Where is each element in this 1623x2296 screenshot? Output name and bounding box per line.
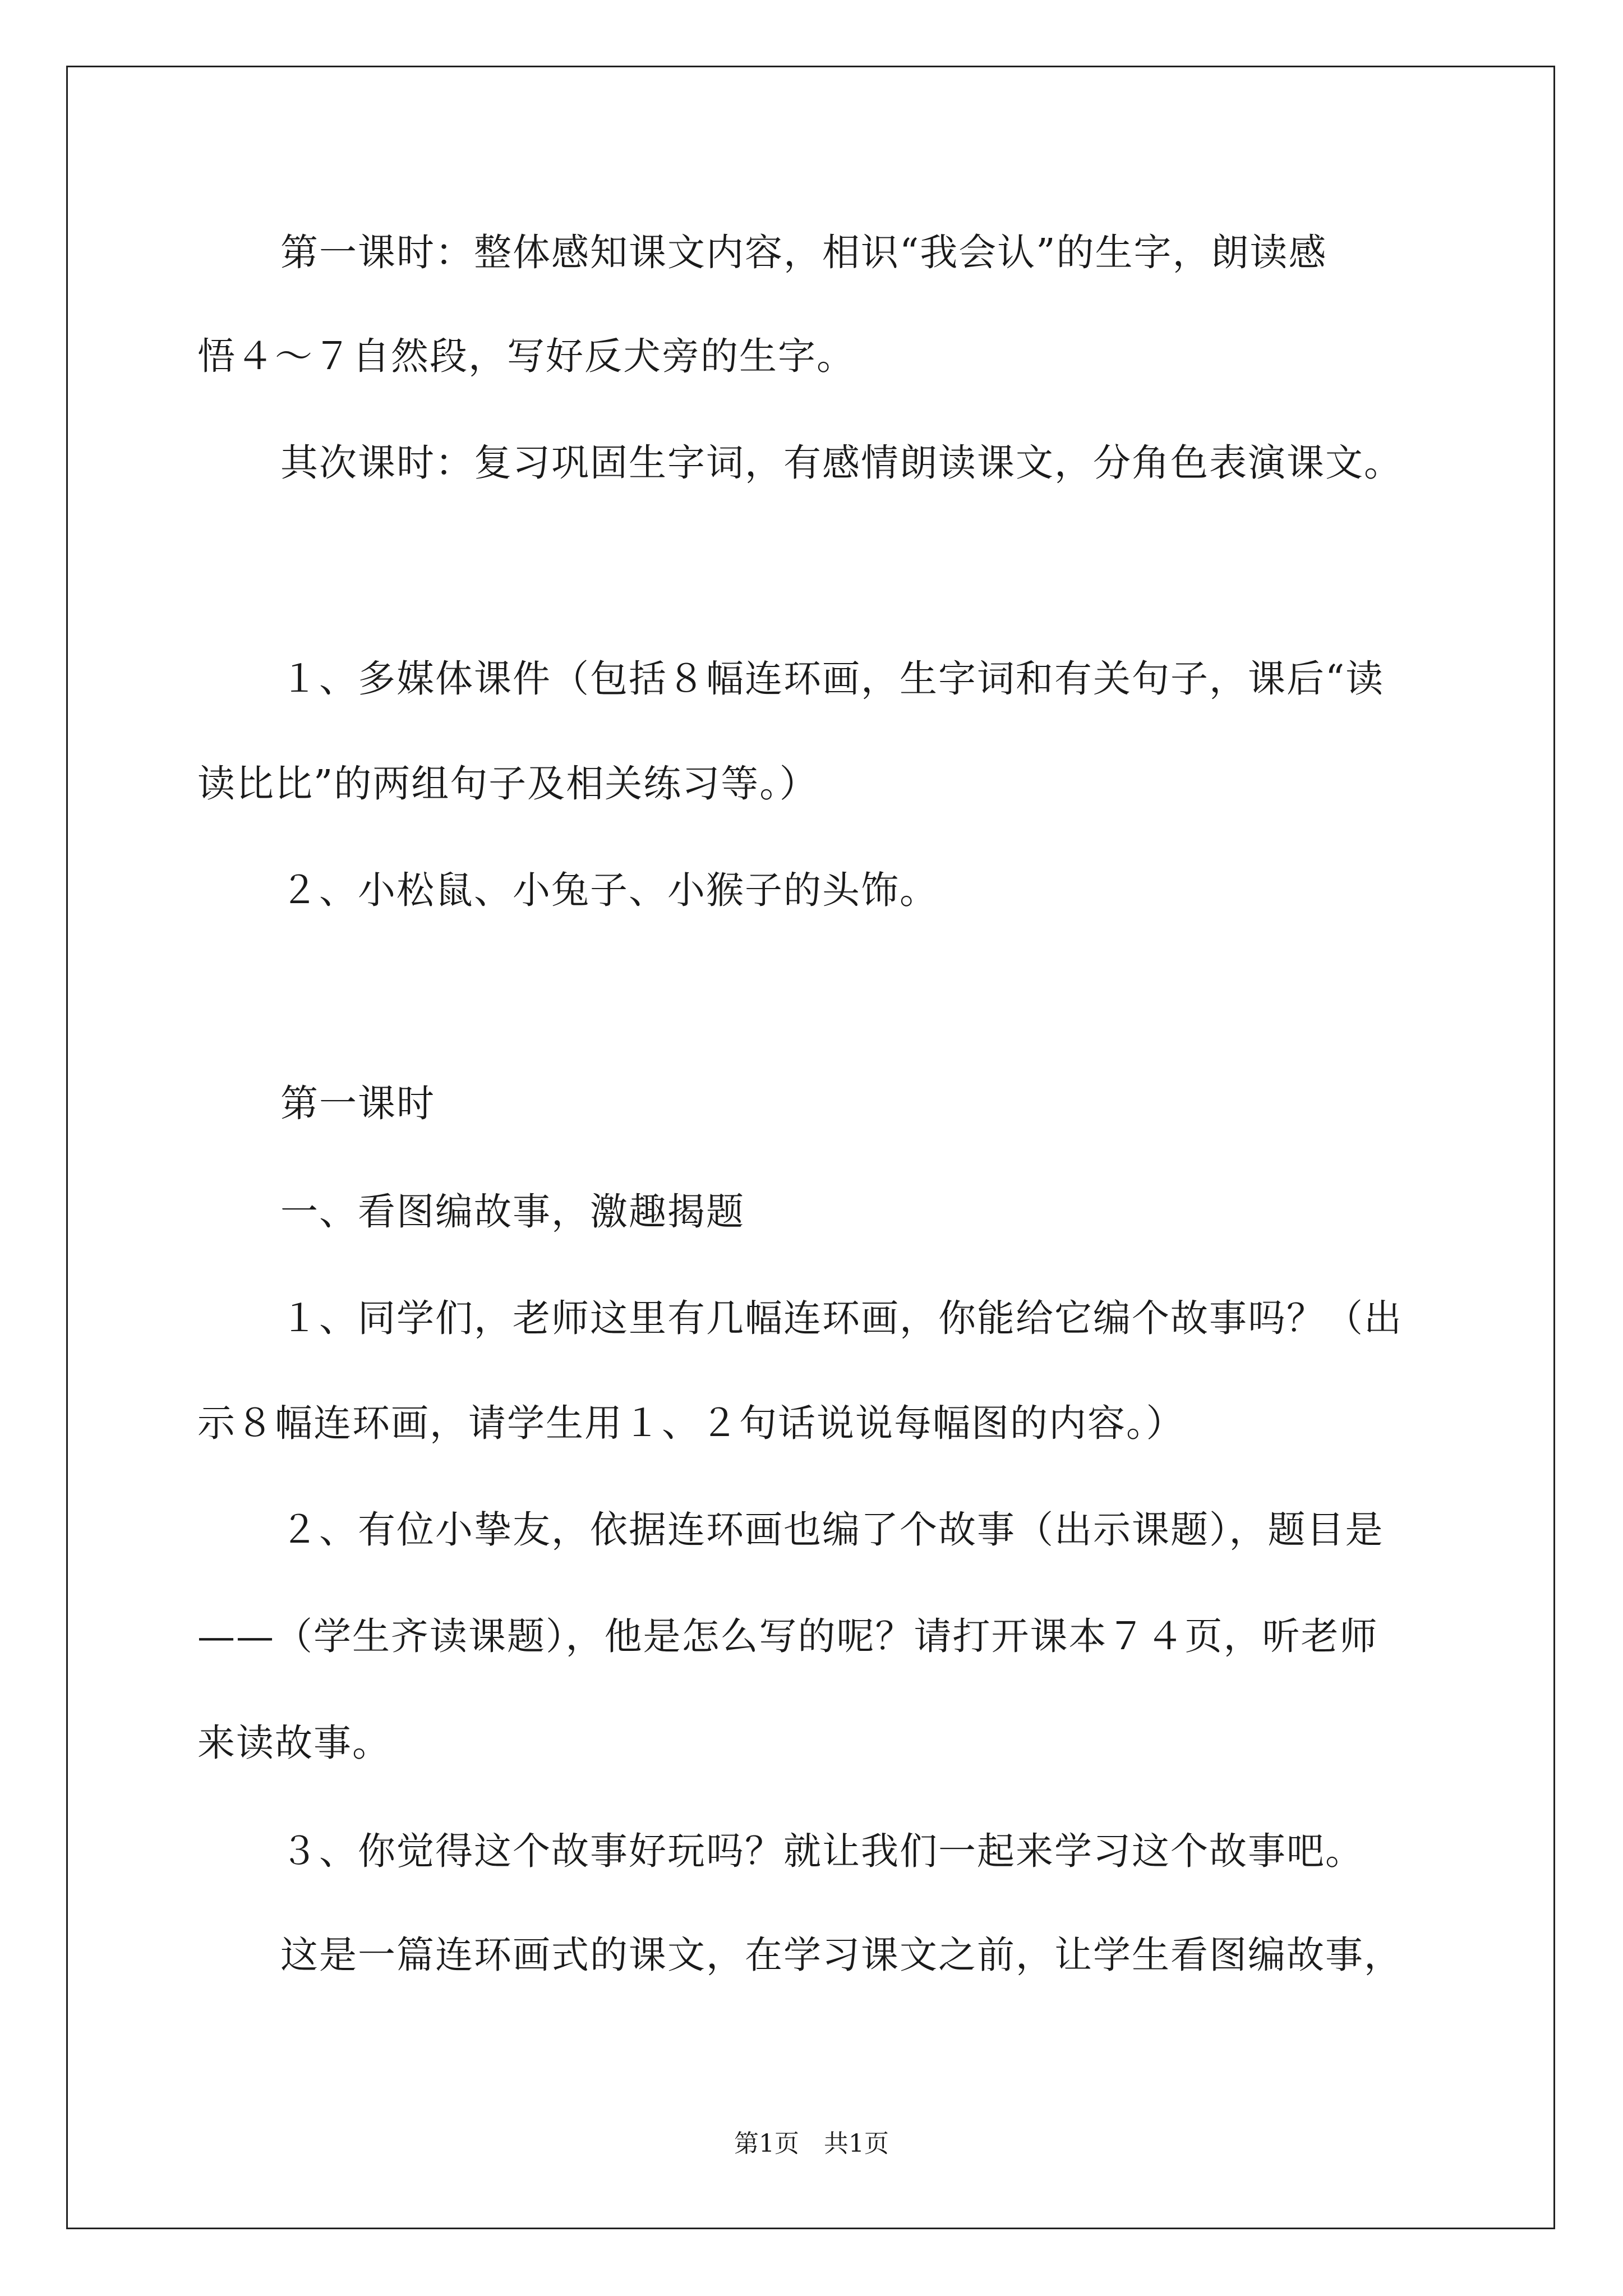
- text-line-12: ——（学生齐读课题），他是怎么写的呢？请打开课本７４页，听老师: [197, 1614, 1378, 1658]
- text-line-11: ２、有位小挚友，依据连环画也编了个故事（出示课题），题目是: [280, 1508, 1384, 1552]
- text-line-9: １、同学们，老师这里有几幅连环画，你能给它编个故事吗？（出: [280, 1296, 1403, 1340]
- text-line-13: 来读故事。: [197, 1721, 391, 1765]
- text-line-4: １、多媒体课件（包括８幅连环画，生字词和有关句子，课后“读: [280, 657, 1385, 701]
- section-heading: 第一课时: [280, 1082, 435, 1125]
- text-line-2: 悟４～７自然段，写好反犬旁的生字。: [197, 334, 855, 378]
- text-line-15: 这是一篇连环画式的课文，在学习课文之前，让学生看图编故事，: [280, 1933, 1403, 1977]
- text-line-10: 示８幅连环画，请学生用１、２句话说说每幅图的内容。）: [197, 1401, 1185, 1445]
- page-footer: 第1页 共1页: [734, 2129, 889, 2158]
- text-line-5: 读比比”的两组句子及相关练习等。）: [197, 762, 818, 806]
- text-line-8: 一、看图编故事，激趣揭题: [280, 1190, 745, 1234]
- text-line-6: ２、小松鼠、小兔子、小猴子的头饰。: [280, 868, 938, 912]
- text-line-3: 其次课时：复习巩固生字词，有感情朗读课文，分角色表演课文。: [280, 441, 1403, 485]
- text-line-14: ３、你觉得这个故事好玩吗？就让我们一起来学习这个故事吧。: [280, 1829, 1364, 1873]
- text-line-1: 第一课时：整体感知课文内容，相识“我会认”的生字，朗读感: [280, 231, 1327, 274]
- page-border: [66, 66, 1555, 2229]
